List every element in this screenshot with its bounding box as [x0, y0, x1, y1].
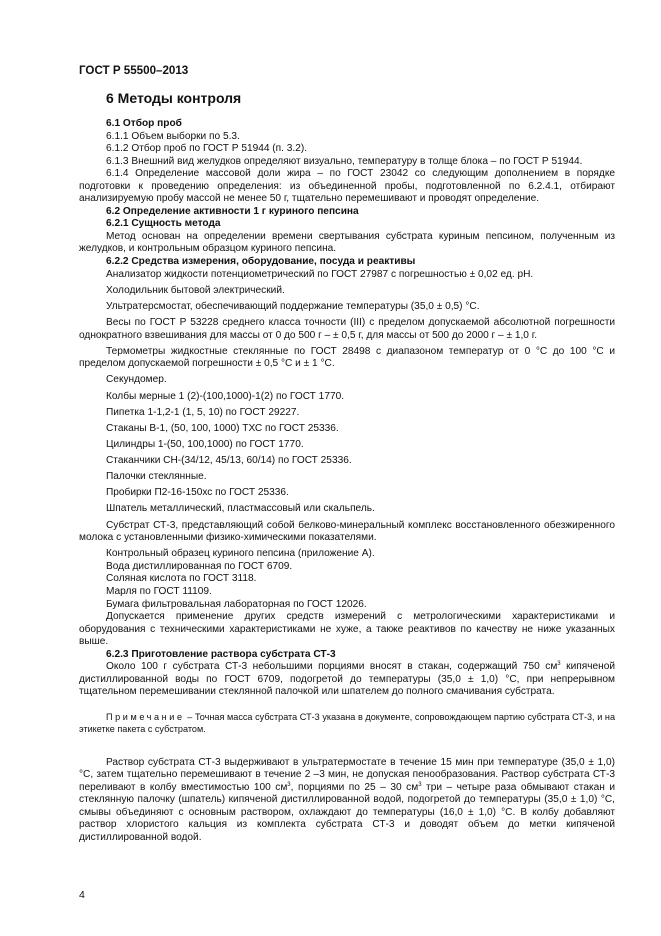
document-header: ГОСТ Р 55500–2013: [79, 64, 189, 77]
paragraph: 6.1.3 Внешний вид желудков определяют визуально, температуру в толще блока – по ГОСТ Р 51944.: [106, 155, 583, 167]
paragraph: 6.1.2 Отбор проб по ГОСТ Р 51944 (п. 3.2).: [106, 143, 308, 155]
list-item: Стаканчики СН-(34/12, 45/13, 60/14) по ГОСТ 25336.: [106, 455, 352, 467]
heading-6-2-3: 6.2.3 Приготовление раствора субстрата СТ-3: [106, 648, 336, 660]
paragraph: Метод основан на определении времени свертывания субстрата куриным пепсином, полученным из желудков, и контрольным образцом куриного пепсина.: [79, 230, 615, 255]
list-item: Соляная кислота по ГОСТ 3118.: [106, 573, 257, 585]
list-item: Термометры жидкостные стеклянные по ГОСТ 28498 с диапазоном температур от 0 °С до 100 °С и пределом допускаемой погрешности ± 0,5 °С и ± 1 °С.: [79, 345, 615, 370]
heading-6-2-2: 6.2.2 Средства измерения, оборудование, посуда и реактивы: [106, 256, 416, 268]
list-item: Шпатель металлический, пластмассовый или скальпель.: [106, 503, 375, 515]
paragraph: Допускается применение других средств измерений с метрологическими характеристиками и оборудования с техническими характеристиками не хуже, а также реактивов по качеству не ниже указанных выше.: [79, 611, 615, 648]
list-item: Пипетка 1-1,2-1 (1, 5, 10) по ГОСТ 29227.: [106, 406, 300, 418]
list-item: Вода дистиллированная по ГОСТ 6709.: [106, 560, 293, 572]
list-item: Анализатор жидкости потенциометрический по ГОСТ 27987 с погрешностью ± 0,02 ед. рН.: [106, 268, 534, 280]
note-label: Примечание: [106, 711, 185, 722]
section-title: 6 Методы контроля: [106, 90, 242, 106]
list-item: Стаканы В-1, (50, 100, 1000) ТХС по ГОСТ 25336.: [106, 422, 339, 434]
paragraph: Раствор субстрата СТ-3 выдерживают в ультратермостате в течение 15 мин при температуре (35,0 ± 1,0) °С, затем тщательно перемешивают в течение 2 –3 мин, не допуская пенообразования. Раствор субстрата СТ-3 переливают в колбу вместимостью 100 $см^3$, порциями по 25 – 30 $см^3$ три – четыре раза обмывают стакан и стеклянную палочку (шпатель) кипяченой дистиллированной водой, подогретой до температуры (35,0 ± 1,0) °С, смывы объединяют с основным раствором, охлаждают до температуры (16,0 ± 1,0) °С. В колбу добавляют раствор хлористого кальция из комплекта субстрата СТ-3 и доводят объем до метки кипяченой дистиллированной водой.: [79, 756, 616, 843]
list-item: Колбы мерные 1 (2)-(100,1000)-1(2) по ГОСТ 1770.: [106, 390, 345, 402]
paragraph: 6.1.1 Объем выборки по 5.3.: [106, 130, 240, 142]
page-number: 4: [79, 889, 85, 901]
heading-6-1: 6.1 Отбор проб: [106, 118, 182, 129]
list-item: Марля по ГОСТ 11109.: [106, 585, 212, 597]
heading-6-2-1: 6.2.1 Сущность метода: [106, 218, 221, 230]
list-item: Весы по ГОСТ Р 53228 среднего класса точности (III) с пределом допускаемой абсолютной погрешности однократного взвешивания для массы от 0 до 500 г – ± 0,5 г, для массы от 500 до 2000 г – ± 1,0 г.: [79, 316, 615, 341]
list-item: Палочки стеклянные.: [106, 471, 207, 483]
paragraph: Около 100 г субстрата СТ-3 небольшими порциями вносят в стакан, содержащий 750 $см^3$ кипяченой дистиллированной воды по ГОСТ 6709, подогретой до температуры (35,0 ± 1,0) °С, при непрерывном тщательном перемешивании стеклянной палочкой или шпателем до полного смачивания субстрата.: [79, 661, 615, 698]
list-item: Ультратерсмостат, обеспечивающий поддержание температуры (35,0 ± 0,5) °С.: [106, 300, 480, 312]
document-body: [79, 118, 615, 845]
list-item: Цилиндры 1-(50, 100,1000) по ГОСТ 1770.: [106, 438, 304, 450]
list-item: Холодильник бытовой электрический.: [106, 284, 285, 296]
list-item: Контрольный образец куриного пепсина (приложение А).: [106, 548, 375, 560]
list-item: Субстрат СТ-3, представляющий собой белково-минеральный комплекс восстановленного обезжиренного молока с установленными физико-химическими показателями.: [79, 519, 615, 544]
paragraph: 6.1.4 Определение массовой доли жира – по ГОСТ 23042 со следующим дополнением в порядке подготовки к проведению определения: из объединенной пробы, подготовленной по 6.2.4.1, отбирают анализируемую пробу массой не менее 50 г, тщательно перемешивают и проводят определение.: [79, 168, 615, 205]
list-item: Бумага фильтровальная лабораторная по ГОСТ 12026.: [106, 598, 367, 610]
note: Примечание – Точная масса субстрата СТ-3 указана в документе, сопровождающем партию субстрата СТ-3, и на этикетке пакета с субстратом.: [79, 711, 615, 735]
list-item: Пробирки П2-16-150хс по ГОСТ 25336.: [106, 487, 289, 499]
list-item: Секундомер.: [106, 374, 167, 386]
heading-6-2: 6.2 Определение активности 1 г куриного пепсина: [106, 205, 359, 217]
